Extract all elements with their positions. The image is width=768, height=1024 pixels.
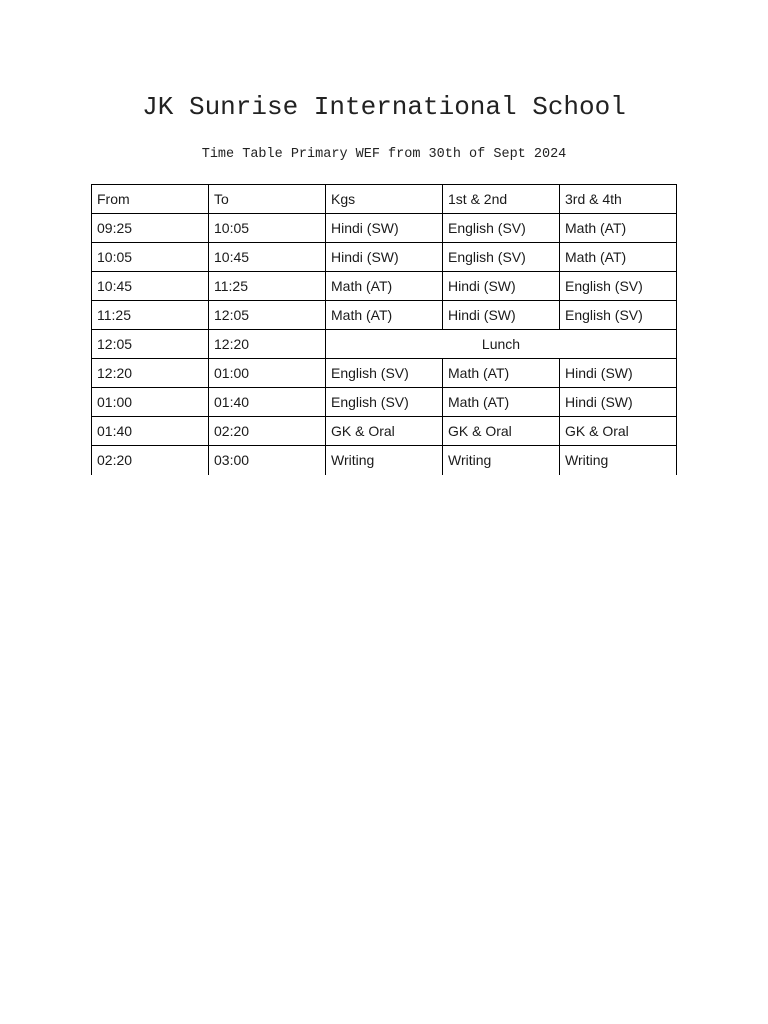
cell-1st-2nd: GK & Oral [443, 417, 560, 446]
header-kgs: Kgs [326, 185, 443, 214]
table-row [92, 214, 677, 243]
cell-3rd-4th: Math (AT) [560, 214, 677, 243]
header-3rd-4th: 3rd & 4th [560, 185, 677, 214]
cell-from: 01:00 [92, 388, 209, 417]
cell-1st-2nd: Hindi (SW) [443, 272, 560, 301]
page-title: JK Sunrise International School [142, 92, 626, 122]
cell-from: 12:20 [92, 359, 209, 388]
cell-to: 11:25 [209, 272, 326, 301]
cell-kgs: Hindi (SW) [326, 243, 443, 272]
lunch-cell: Lunch [326, 330, 677, 359]
header-1st-2nd: 1st & 2nd [443, 185, 560, 214]
header-to: To [209, 185, 326, 214]
cell-to: 03:00 [209, 446, 326, 475]
timetable [91, 184, 677, 475]
cell-from: 12:05 [92, 330, 209, 359]
table-row [92, 359, 677, 388]
cell-kgs: Writing [326, 446, 443, 475]
header-from: From [92, 185, 209, 214]
table-row-lunch [92, 330, 677, 359]
cell-1st-2nd: Math (AT) [443, 359, 560, 388]
cell-1st-2nd: English (SV) [443, 214, 560, 243]
cell-3rd-4th: Math (AT) [560, 243, 677, 272]
cell-from: 10:45 [92, 272, 209, 301]
cell-from: 01:40 [92, 417, 209, 446]
cell-3rd-4th: Hindi (SW) [560, 388, 677, 417]
table-header-row [92, 185, 677, 214]
table-row [92, 417, 677, 446]
cell-to: 12:20 [209, 330, 326, 359]
cell-1st-2nd: Writing [443, 446, 560, 475]
table-row [92, 243, 677, 272]
cell-1st-2nd: Math (AT) [443, 388, 560, 417]
cell-kgs: Math (AT) [326, 301, 443, 330]
cell-3rd-4th: Writing [560, 446, 677, 475]
cell-from: 09:25 [92, 214, 209, 243]
cell-to: 02:20 [209, 417, 326, 446]
cell-1st-2nd: English (SV) [443, 243, 560, 272]
cell-3rd-4th: English (SV) [560, 272, 677, 301]
cell-from: 02:20 [92, 446, 209, 475]
cell-from: 10:05 [92, 243, 209, 272]
cell-to: 01:00 [209, 359, 326, 388]
table-row [92, 301, 677, 330]
cell-3rd-4th: Hindi (SW) [560, 359, 677, 388]
cell-kgs: Hindi (SW) [326, 214, 443, 243]
cell-1st-2nd: Hindi (SW) [443, 301, 560, 330]
cell-kgs: GK & Oral [326, 417, 443, 446]
table-row [92, 272, 677, 301]
table-row [92, 446, 677, 475]
cell-kgs: English (SV) [326, 388, 443, 417]
cell-from: 11:25 [92, 301, 209, 330]
cell-to: 01:40 [209, 388, 326, 417]
cell-kgs: English (SV) [326, 359, 443, 388]
page-subtitle: Time Table Primary WEF from 30th of Sept 2024 [201, 147, 567, 162]
cell-kgs: Math (AT) [326, 272, 443, 301]
cell-to: 12:05 [209, 301, 326, 330]
cell-3rd-4th: English (SV) [560, 301, 677, 330]
table-row [92, 388, 677, 417]
cell-to: 10:05 [209, 214, 326, 243]
cell-3rd-4th: GK & Oral [560, 417, 677, 446]
cell-to: 10:45 [209, 243, 326, 272]
